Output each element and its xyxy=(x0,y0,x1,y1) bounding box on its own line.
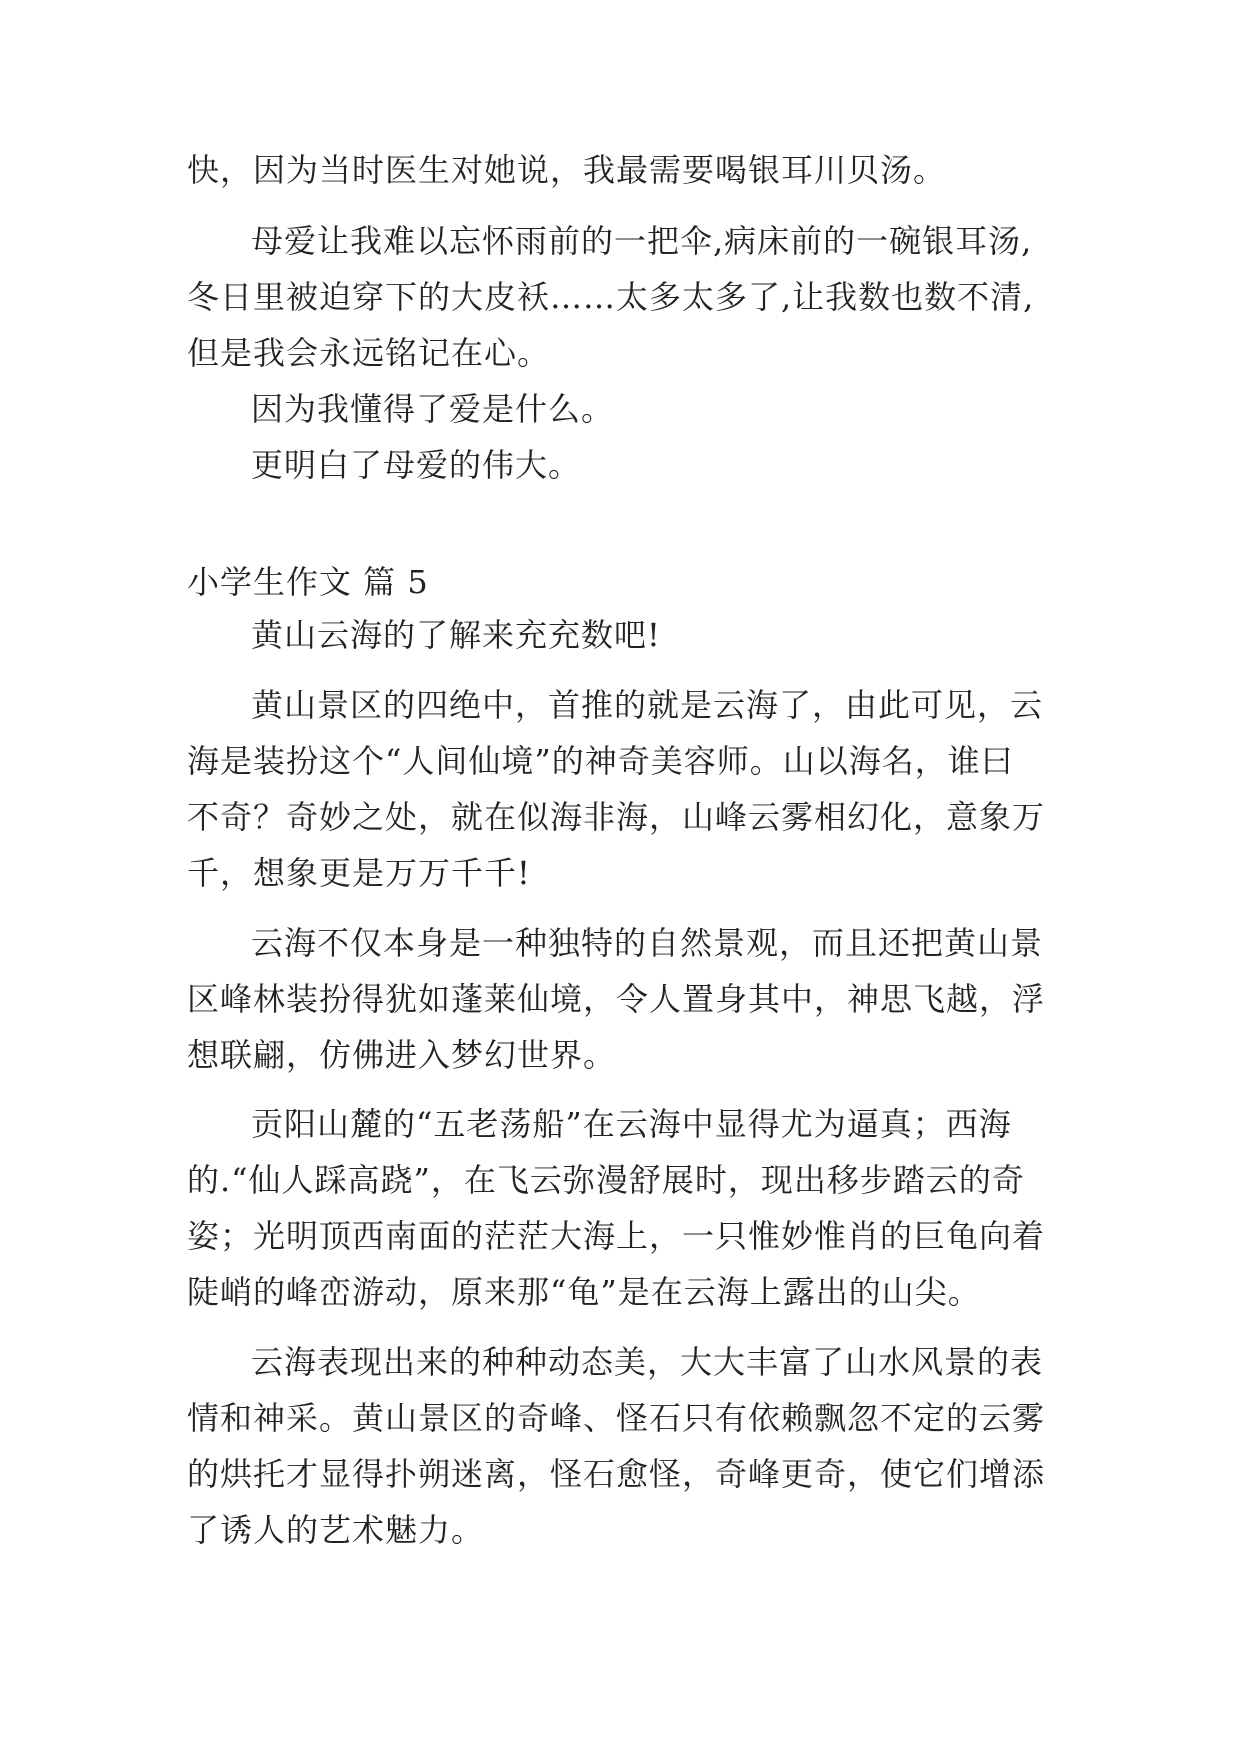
paragraph-line: 区峰林装扮得犹如蓬莱仙境，令人置身其中，神思飞越，浮 xyxy=(187,980,1046,1018)
paragraph-line: 贡阳山麓的“五老荡船”在云海中显得尤为逼真；西海 xyxy=(251,1105,1012,1143)
paragraph-line: 云海表现出来的种种动态美，大大丰富了山水风景的表 xyxy=(251,1343,1044,1381)
paragraph-line: 快，因为当时医生对她说，我最需要喝银耳川贝汤。 xyxy=(187,151,947,189)
paragraph-line: 情和神采。黄山景区的奇峰、怪石只有依赖飘忽不定的云雾 xyxy=(187,1399,1046,1437)
paragraph-line: 云海不仅本身是一种独特的自然景观，而且还把黄山景 xyxy=(251,924,1044,962)
paragraph-line: 想联翩，仿佛进入梦幻世界。 xyxy=(187,1036,617,1074)
paragraph-line: 更明白了母爱的伟大。 xyxy=(251,446,582,484)
paragraph-line: 陡峭的峰峦游动，原来那“龟”是在云海上露出的山尖。 xyxy=(187,1273,981,1311)
paragraph-line: 冬日里被迫穿下的大皮袄……太多太多了,让我数也数不清, xyxy=(187,278,1035,316)
paragraph-line: 的.“仙人踩高跷”，在飞云弥漫舒展时，现出移步踏云的奇 xyxy=(187,1161,1025,1199)
paragraph-line: 姿；光明顶西南面的茫茫大海上，一只惟妙惟肖的巨龟向着 xyxy=(187,1217,1046,1255)
section-title: 小学生作文 篇 5 xyxy=(187,563,429,601)
paragraph-line: 千，想象更是万万千千! xyxy=(187,854,531,892)
paragraph-line: 但是我会永远铭记在心。 xyxy=(187,334,551,372)
paragraph-line: 因为我懂得了爱是什么。 xyxy=(251,390,615,428)
paragraph-line: 黄山景区的四绝中，首推的就是云海了，由此可见，云 xyxy=(251,686,1044,724)
paragraph-line: 的烘托才显得扑朔迷离，怪石愈怪，奇峰更奇，使它们增添 xyxy=(187,1455,1046,1493)
paragraph-line: 了诱人的艺术魅力。 xyxy=(187,1511,485,1549)
paragraph-line: 黄山云海的了解来充充数吧! xyxy=(251,616,661,654)
paragraph-line: 海是装扮这个“人间仙境”的神奇美容师。山以海名，谁曰 xyxy=(187,742,1014,780)
paragraph-line: 母爱让我难以忘怀雨前的一把伞,病床前的一碗银耳汤, xyxy=(251,222,1033,260)
paragraph-line: 不奇？奇妙之处，就在似海非海，山峰云雾相幻化，意象万 xyxy=(187,798,1046,836)
